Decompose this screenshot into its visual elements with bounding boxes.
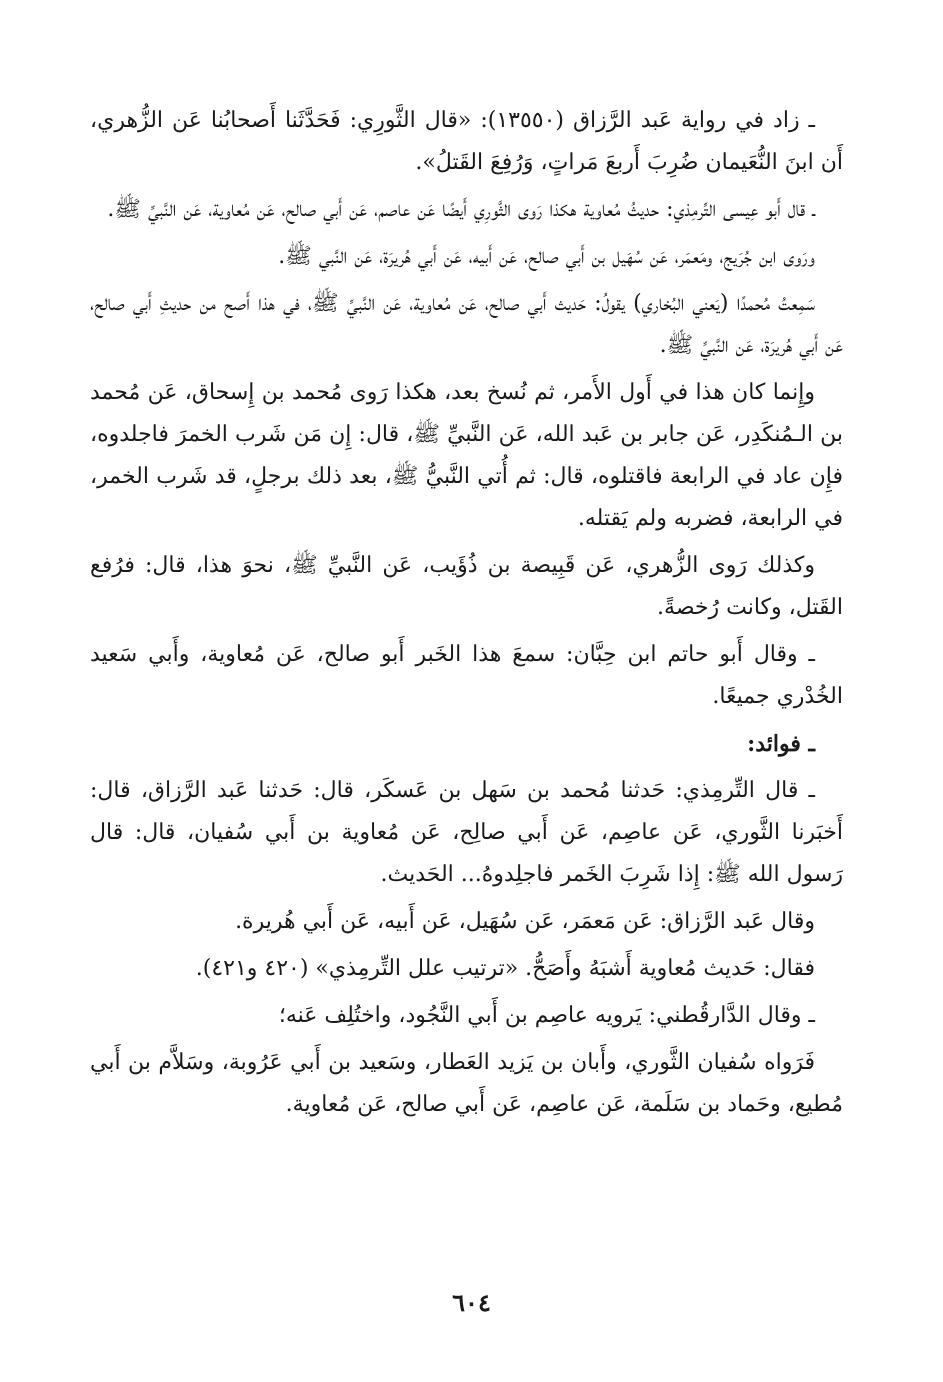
paragraph: ـ زاد في رواية عَبد الرَّزاق (١٣٥٥٠): «قال الثَّورِي: فَحَدَّثَنا أَصحابُنا عَن الزُّهري، أَن ابنَ النُّعَيمان ضُرِبَ أَربعَ مَراتٍ، وَرُفِعَ القَتلُ». [90,108,843,175]
paragraph: سَمِعتُ مُحمدًا (يَعني البُخاري) يقولُ: حَديث أَبي صالح، عَن مُعاوية، عَن النَّبيِّ ﷺ، في هذا أَصح من حديثِ أَبي صالح، عَن أَبي هُريرَة، عَن النَّبيِّ ﷺ. [90,291,843,358]
paragraph: ـ وقال الدَّارقُطني: يَرويه عاصِم بن أَبي النَّجُود، واختُلِف عَنه؛ [278,1003,815,1028]
section-heading: ـ فوائد: [747,731,815,757]
paragraph: فقال: حَديث مُعاوية أَشبَهُ وأَصَحُّ. «ترتيب علل التِّرمِذي» (٤٢٠ و٤٢١). [195,956,815,981]
paragraph: وقال عَبد الرَّزاق: عَن مَعمَر، عَن سُهَيل، عَن أَبيه، عَن أَبي هُريرة. [235,909,815,934]
paragraph: فَرَواه سُفيان الثَّوري، وأَبان بن يَزيد العَطار، وسَعيد بن أَبي عَرُوبة، وسَلاَّم بن أَبي مُطيع، وحَماد بن سَلَمة، عَن عاصِم، عَن أَبي صالح، عَن مُعاوية. [90,1050,843,1117]
page-body [90,100,843,1131]
paragraph: ورَوى ابن جُرَيج، ومَعمَر، عَن سُهَيل بن أَبي صالح، عَن أَبيه، عَن أَبي هُريرَة، عَن النَّبي ﷺ. [278,244,815,269]
paragraph: ـ قال أَبو عِيسى التِّرمِذي: حديثُ مُعاوية هكذا رَوى الثَّورِي أَيضًا عَن عاصم، عَن أَبي صالح، عَن مُعاوية، عَن النَّبيِّ ﷺ. [107,197,815,222]
paragraph: ـ وقال أَبو حاتم ابن حِبَّان: سمعَ هذا الخَبر أَبو صالح، عَن مُعاوية، وأَبي سَعيد الخُدْري جميعًا. [90,642,843,709]
page-number: ٦٠٤ [452,1288,491,1317]
paragraph: وكذلك رَوى الزُّهري، عَن قَبِيصة بن ذُؤَيب، عَن النَّبيِّ ﷺ، نحوَ هذا، قال: فرُفع القَتل، وكانت رُخصةً. [90,553,843,620]
paragraph: وإِنما كان هذا في أَول الأَمر، ثم نُسخ بعد، هكذا رَوى مُحمد بن إِسحاق، عَن مُحمد بن الـمُنكَدِر، عَن جابر بن عَبد الله، عَن النَّبيِّ ﷺ، قال: إِن مَن شَرب الخمرَ فاجلدوه، فإِن عاد في الرابعة فاقتلوه، قال: ثم أُتي النَّبيُّ ﷺ، بعد ذلك برجلٍ، قد شَرب الخمر، في الرابعة، فضربه ولم يَقتله. [90,380,843,531]
paragraph: ـ قال التِّرمِذي: حَدثنا مُحمد بن سَهل بن عَسكَر، قال: حَدثنا عَبد الرَّزاق، قال: أَخبَرنا الثَّوري، عَن عاصِم، عَن أَبي صالِح، عَن مُعاوية بن أَبي سُفيان، قال: قال رَسول الله ﷺ: إِذا شَرِبَ الخَمر فاجلِدوهُ... الحَديث. [90,778,843,887]
